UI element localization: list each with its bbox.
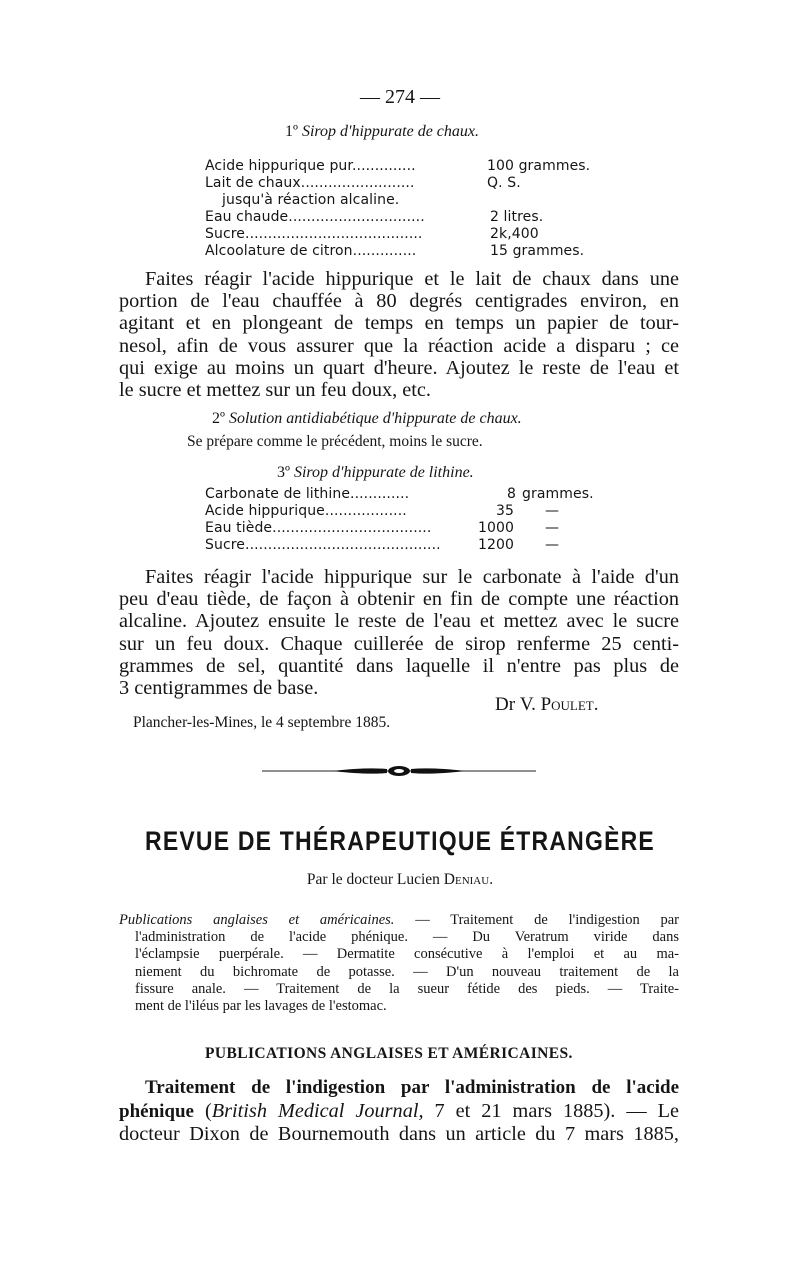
article-title-end: phénique (119, 1100, 194, 1122)
paragraph-line: sur un feu doux. Chaque cuillerée de sirop renferme 25 centi- (119, 632, 679, 655)
paragraph-line: portion de l'eau chauffée à 80 degrés centigrades environ, en (119, 290, 679, 313)
ingredient-name: Sucre....................................... (205, 226, 423, 242)
abstract-line: l'administration de l'acide phénique. — Du Veratrum viride dans (135, 929, 679, 946)
ingredient-unit: — (545, 520, 560, 536)
paragraph-line: Faites réagir l'acide hippurique sur le carbonate à l'aide d'un (145, 566, 679, 588)
section2-title (212, 410, 522, 428)
paragraph-line: qui exige au moins un quart d'heure. Ajoutez le reste de l'eau et (119, 356, 679, 379)
ingredient-unit: — (545, 503, 560, 519)
abstract-line: l'éclampsie puerpérale. — Dermatite consécutive à l'emploi et au ma- (135, 946, 679, 963)
ingredient-name: Lait de chaux......................... (205, 175, 415, 191)
signature-author (495, 694, 599, 716)
paragraph-line: alcaline. Ajoutez ensuite le reste de l'eau et mettez avec le sucre (119, 610, 679, 633)
ingredient-qty: 15 grammes. (490, 243, 585, 259)
abstract-line: fissure anale. — Traitement de la sueur fétide des pieds. — Traite- (135, 980, 679, 997)
section2-text: Se prépare comme le précédent, moins le sucre. (187, 433, 483, 450)
ingredient-qty: 35 (496, 503, 515, 519)
ingredient-name: Alcoolature de citron.............. (205, 243, 417, 259)
section3-title (277, 464, 474, 482)
section1-title (285, 123, 479, 141)
ingredient-qty: 100 grammes. (487, 158, 591, 174)
ingredient-name: Sucre........................................... (205, 537, 441, 553)
ingredient-note: jusqu'à réaction alcaline. (222, 192, 400, 208)
journal-name: British Medical Journal, (211, 1099, 424, 1122)
ingredient-qty: Q. S. (487, 175, 521, 191)
article-title-line: Traitement de l'indigestion par l'administration de l'acide (145, 1077, 679, 1098)
ingredient-qty: 2 litres. (490, 209, 544, 225)
ingredient-unit: — (545, 537, 560, 553)
section3-number: 3º (277, 464, 294, 481)
ingredient-name: Acide hippurique pur.............. (205, 158, 416, 174)
ingredient-unit: grammes. (522, 486, 594, 502)
byline-text: Par le docteur Lucien (306, 871, 444, 888)
section2-title-text: Solution antidiabétique d'hippurate de chaux. (228, 410, 522, 427)
revue-abstract (119, 912, 679, 1015)
subsection-heading: PUBLICATIONS ANGLAISES ET AMÉRICAINES. (205, 1045, 573, 1062)
ingredient-name: Eau chaude.............................. (205, 209, 425, 225)
author-title: Dr (495, 694, 520, 715)
section1-title-text: Sirop d'hippurate de chaux. (301, 123, 479, 140)
revue-title: REVUE DE THÉRAPEUTIQUE ÉTRANGÈRE (145, 825, 655, 856)
abstract-lead: Publications anglaises et américaines. (119, 912, 395, 928)
abstract-line: ment de l'iléus par les lavages de l'estomac. (135, 998, 387, 1015)
paragraph-line: grammes de sel, quantité dans laquelle il n'entre pas plus de (119, 654, 679, 677)
section3-paragraph (119, 566, 679, 699)
paragraph-line: peu d'eau tiède, de façon à obtenir en fin de compte une réaction (119, 588, 679, 611)
paragraph-line: le sucre et mettez sur un feu doux, etc. (119, 379, 431, 402)
paragraph-line: agitant et en plongeant de temps en temps un papier de tour- (119, 312, 679, 335)
paragraph-line: 3 centigrammes de base. (119, 677, 319, 700)
citation-open: ( (193, 1099, 212, 1122)
paragraph-line: Faites réagir l'acide hippurique et le lait de chaux dans une (145, 268, 679, 290)
section1-paragraph (119, 268, 679, 401)
section1-number: 1º (285, 123, 302, 140)
ornamental-divider (262, 764, 536, 778)
ingredient-name: Eau tiède................................... (205, 520, 432, 536)
ingredient-qty: 1200 (478, 537, 515, 553)
author-name: V. Poulet. (519, 694, 599, 715)
section3-title-text: Sirop d'hippurate de lithine. (293, 464, 474, 481)
ingredient-qty: 1000 (478, 520, 515, 536)
ingredient-name: Carbonate de lithine............. (205, 486, 410, 502)
citation-rest: 7 et 21 mars 1885). — Le (423, 1099, 679, 1122)
abstract-text: — Traitement de l'indigestion par (394, 912, 679, 928)
abstract-line (119, 912, 679, 929)
byline-author: Deniau. (443, 871, 494, 888)
abstract-line: niement du bichromate de potasse. — D'un nouveau traitement de la (135, 963, 679, 980)
signature-place-date: Plancher-les-Mines, le 4 septembre 1885. (133, 714, 391, 731)
section2-number: 2º (212, 410, 229, 427)
ingredient-qty: 2k,400 (490, 226, 539, 242)
article-citation-line (119, 1100, 679, 1124)
page-number: — 274 — (360, 86, 440, 108)
paragraph-line: nesol, afin de vous assurer que la réaction acide a disparu ; ce (119, 334, 679, 357)
ingredient-name: Acide hippurique.................. (205, 503, 407, 519)
article-text-line: docteur Dixon de Bournemouth dans un article du 7 mars 1885, (119, 1123, 679, 1145)
article-body (119, 1077, 679, 1146)
revue-byline (0, 871, 800, 889)
ingredient-qty: 8 (507, 486, 517, 502)
